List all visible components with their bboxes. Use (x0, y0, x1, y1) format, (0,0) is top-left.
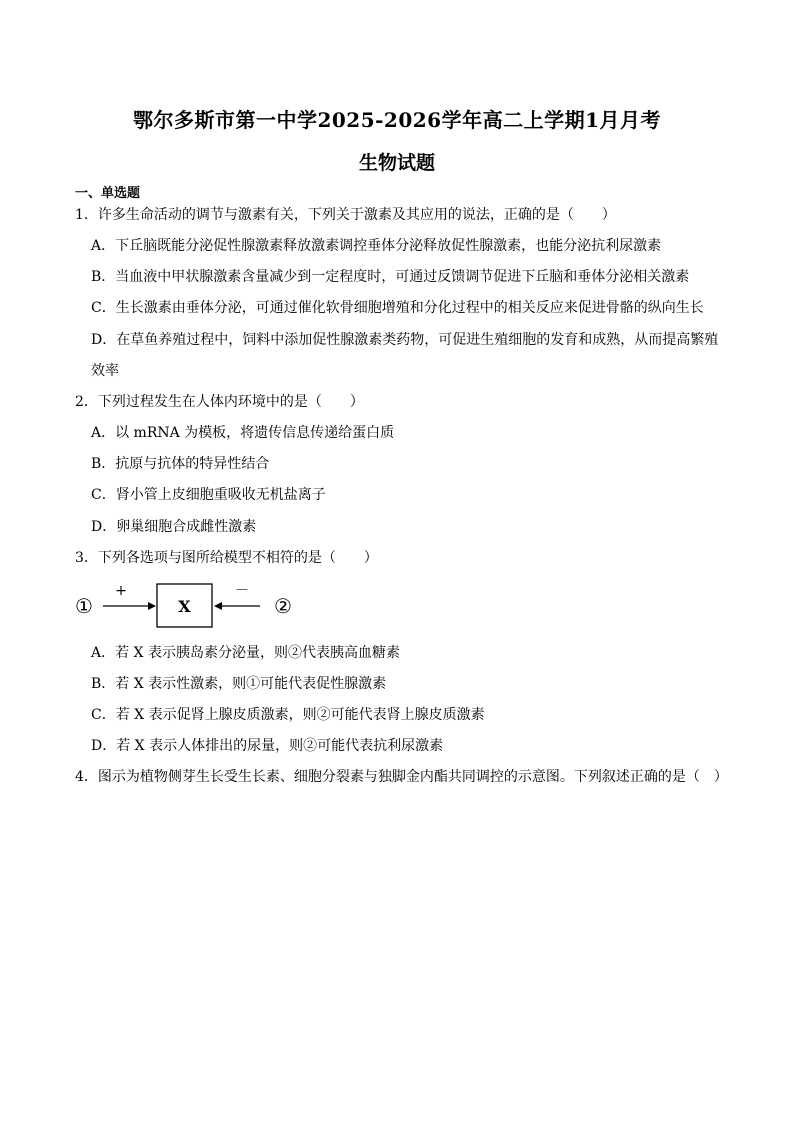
question-3-option-c: C．若 X 表示促肾上腺皮质激素，则②可能代表肾上腺皮质激素 (91, 707, 485, 723)
regulation-model-diagram (70, 580, 310, 632)
diagram-left-sign: + (115, 583, 127, 599)
question-3-stem: 3．下列各选项与图所给模型不相符的是（ ） (75, 550, 378, 566)
diagram-left-arrowhead (148, 602, 156, 610)
diagram-box-label: X (178, 597, 191, 616)
question-4-stem: 4．图示为植物侧芽生长受生长素、细胞分裂素与独脚金内酯共同调控的示意图。下列叙述正确的是（ ） (75, 769, 728, 785)
question-1-option-c: C．生长激素由垂体分泌，可通过催化软骨细胞增殖和分化过程中的相关反应来促进骨骼的纵向生长 (91, 300, 704, 316)
question-2-option-a: A．以 mRNA 为模板，将遗传信息传递给蛋白质 (91, 425, 395, 441)
question-1-stem: 1．许多生命活动的调节与激素有关，下列关于激素及其应用的说法，正确的是（ ） (75, 207, 616, 223)
question-2-stem: 2．下列过程发生在人体内环境中的是（ ） (75, 394, 364, 410)
diagram-left-label: ① (75, 594, 93, 618)
diagram-svg (70, 580, 310, 632)
question-3-option-b: B．若 X 表示性激素，则①可能代表促性腺激素 (91, 676, 387, 692)
question-1-option-d-continued: 效率 (91, 363, 119, 379)
page-title: 鄂尔多斯市第一中学2025-2026学年高二上学期1月月考 (132, 108, 662, 132)
question-3-option-a: A．若 X 表示胰岛素分泌量，则②代表胰高血糖素 (91, 645, 400, 661)
section-heading: 一、单选题 (75, 186, 141, 201)
diagram-right-label: ② (274, 594, 292, 618)
diagram-right-sign: － (235, 583, 249, 599)
question-2-option-d: D．卵巢细胞合成雌性激素 (91, 519, 257, 535)
question-2-option-c: C．肾小管上皮细胞重吸收无机盐离子 (91, 487, 326, 503)
question-1-option-a: A．下丘脑既能分泌促性腺激素释放激素调控垂体分泌释放促性腺激素，也能分泌抗利尿激素 (91, 238, 662, 254)
question-2-option-b: B．抗原与抗体的特异性结合 (91, 456, 270, 472)
page-subtitle: 生物试题 (358, 152, 435, 174)
question-3-option-d: D．若 X 表示人体排出的尿量，则②可能代表抗利尿激素 (91, 738, 444, 754)
question-1-option-b: B．当血液中甲状腺激素含量减少到一定程度时，可通过反馈调节促进下丘脑和垂体分泌相关激素 (91, 269, 690, 285)
diagram-right-arrowhead (214, 602, 222, 610)
question-1-option-d: D．在草鱼养殖过程中，饲料中添加促性腺激素类药物，可促进生殖细胞的发育和成熟，从而提高繁殖 (91, 332, 719, 348)
